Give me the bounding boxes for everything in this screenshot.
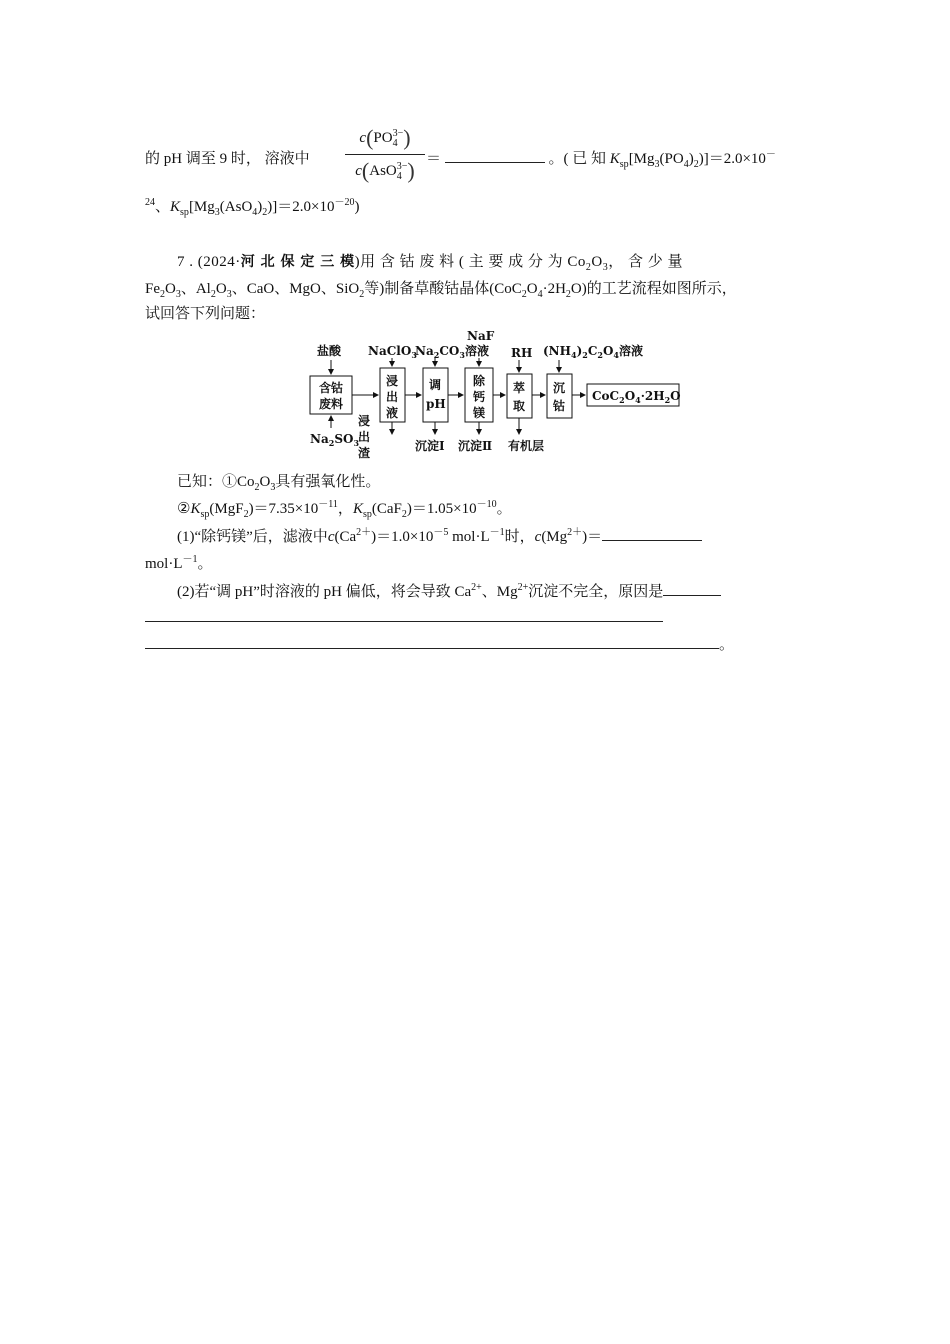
fraction-denominator: c(AsO$_4^{3-}$) [355, 158, 415, 183]
k2-mgf-sub: 2 [243, 509, 249, 520]
q6-line1 [145, 147, 310, 168]
answer-blank-ratio[interactable] [445, 148, 545, 163]
reagent-na2co3: $Na_2CO_3$ [415, 344, 465, 360]
part-1-line1 [177, 525, 702, 546]
q6-line1-rest: ＝ 。( 已 知 $K_{sp}[Mg_3(PO_4)_2)]=2.0\times 10^-$ [426, 149, 776, 170]
p1-mg: (Mg [541, 529, 568, 545]
ksp-mg3po4-a: [Mg [628, 151, 655, 167]
ksp-mg3aso4-b: (AsO [219, 199, 253, 215]
paren-sub-2: 2 [693, 159, 699, 170]
mg-sub-3b: 3 [214, 207, 220, 218]
box-leach-c3: 液 [386, 406, 399, 420]
q7-line1 [177, 250, 683, 271]
p1-unit: mol·L [448, 529, 490, 545]
residue-c2: 出 [358, 430, 371, 444]
fe2o3-o: O [165, 281, 176, 297]
k2-sp: sp [200, 509, 210, 520]
known-label: 已知：① [177, 474, 238, 490]
p1-c2: c [534, 529, 542, 545]
reagent-na2so3: $Na_2SO_3$ [310, 432, 360, 448]
known-2 [177, 497, 512, 518]
fraction-bar [345, 154, 425, 155]
ksp-k: K [609, 151, 620, 167]
paren-sub-2b: 2 [262, 207, 268, 218]
mg-sub-3: 3 [654, 159, 660, 170]
c-sub-2: 2 [521, 289, 527, 300]
reagent-naclo3: NaClO$_3$ [368, 344, 417, 360]
p1-unit-line2: mol·L [145, 556, 183, 572]
q7-source-bold: 河 北 保 定 三 模 [240, 254, 355, 270]
aso-sub-4: 4 [252, 207, 258, 218]
q6-line1-prefix: 的 pH 调至 9 时， 溶液中 [145, 151, 310, 167]
reagent-hcl: 盐酸 [317, 344, 342, 358]
al2o3-sub-3: 3 [226, 289, 232, 300]
k2-k2: K [352, 501, 363, 517]
numerator-c: c [359, 130, 367, 146]
box-adjust-c1: 调 [429, 378, 442, 392]
al-prefix: 、Al [180, 281, 211, 297]
p1-exp: －5 [433, 527, 449, 538]
process-flowchart [305, 326, 685, 461]
residue-c1: 浸 [358, 414, 371, 428]
q7-line2 [145, 277, 737, 298]
p1-line2-end: 。 [197, 556, 213, 572]
known-1 [177, 470, 380, 491]
k2-caf-sub: 2 [401, 509, 407, 520]
part-2-line3 [145, 633, 734, 654]
part-2-line1 [177, 580, 721, 601]
p2-mg-charge: 2+ [517, 582, 529, 593]
water-a: ·2H [542, 281, 566, 297]
known-intro: 。( 已 知 [548, 151, 607, 167]
co-sub-2: 2 [585, 262, 592, 273]
o-sub-3: 3 [602, 262, 609, 273]
q7-number: 7 . [177, 254, 194, 270]
k1-co-sub: 2 [254, 482, 260, 493]
k2-sp2: sp [362, 509, 372, 520]
p1-ca: (Ca [334, 529, 357, 545]
precipitate-1: 沉淀Ⅰ [415, 439, 445, 453]
precipitate-2: 沉淀Ⅱ [458, 439, 493, 453]
fe2o3-sub-3: 3 [175, 289, 181, 300]
box-leach-c1: 浸 [386, 374, 399, 388]
k2-comma: ， [337, 501, 353, 517]
box-adjust-ph [423, 368, 448, 422]
po-sub-4: 4 [683, 159, 689, 170]
p2-ca-charge: 2+ [471, 582, 482, 593]
k2-mgf: (MgF [209, 501, 244, 517]
p1-ca-val: )＝1.0×10 [371, 529, 434, 545]
box-product-label: $CoC_2O_4\cdot 2H_2O$ [592, 389, 681, 405]
denominator-ion: AsO [369, 163, 397, 179]
product-a: 等)制备草酸钴晶体(CoC [364, 281, 522, 297]
exp-20: －20 [334, 197, 355, 208]
box-remove-c3: 镁 [473, 406, 486, 420]
part-1-line2 [145, 552, 213, 573]
answer-blank-reason-2[interactable] [145, 607, 663, 622]
ksp-sub: sp [619, 159, 629, 170]
ksp-mg3po4-value: )]＝2.0×10 [698, 151, 766, 167]
reagent-ammonium-oxalate: $(NH_4)_2C_2O_4$溶液 [543, 344, 644, 360]
fe-sub-2: 2 [160, 289, 165, 300]
p2-final: 。 [719, 637, 735, 653]
denominator-ion-charge: 3− [396, 161, 408, 172]
q7-line3 [145, 302, 265, 323]
oxalate-o: O [526, 281, 538, 297]
denominator-ion-sub: 4 [396, 171, 402, 182]
box-adjust-c2: pH [426, 397, 446, 411]
co2o3-co: Co [237, 474, 255, 490]
ksp-sub-2: sp [180, 207, 189, 218]
box-cobalt-waste-line2: 废料 [319, 397, 344, 411]
ksp-mg3aso4-a: [Mg [188, 199, 215, 215]
p1-ca-charge: 2＋ [356, 527, 372, 538]
ksp-mg3aso4-value: )]＝2.0×10 [267, 199, 335, 215]
p2-mg: 、Mg [481, 584, 518, 600]
p1-mg-charge: 2＋ [567, 527, 583, 538]
box-remove-c1: 除 [473, 374, 486, 388]
k2-mgf-val: )＝7.35×10 [248, 501, 319, 517]
h-sub-2: 2 [565, 289, 571, 300]
box-precip-c1: 沉 [553, 381, 566, 395]
q7-line1-text: )用 含 钴 废 料 ( 主 要 成 分 为 Co [354, 254, 586, 270]
k1-o: O [259, 474, 271, 490]
ksp-mg3po4-b: (PO [659, 151, 684, 167]
box-leach-c2: 出 [386, 390, 399, 404]
numerator-ion-sub: 4 [392, 138, 398, 149]
residue-c3: 渣 [358, 446, 371, 460]
al-sub-2: 2 [210, 289, 216, 300]
answer-blank-reason-1[interactable] [663, 581, 721, 596]
box-extract-c1: 萃 [513, 381, 526, 395]
product-end: O)的工艺流程如图所示， [570, 281, 737, 297]
sio-sub-2: 2 [359, 289, 365, 300]
equals-sign: ＝ [426, 151, 442, 167]
p1-eq: )＝ [582, 529, 603, 545]
known-1-rest: 具有强氧化性。 [275, 474, 381, 490]
k2-exp2: －10 [476, 499, 497, 510]
cao-mgo-sio: 、CaO、MgO、SiO [231, 281, 360, 297]
part-2-line2 [145, 607, 663, 627]
k2-exp1: －11 [318, 499, 338, 510]
p2-text: (2)若“调 pH”时溶液的 pH 偏低，将会导致 Ca [177, 584, 472, 600]
ksp-k-2: K [170, 199, 181, 215]
comma: 、 [155, 199, 171, 215]
p1-when: 时， [504, 529, 535, 545]
p2-end: 沉淀不完全，原因是 [528, 584, 664, 600]
k2-caf-val: )＝1.05×10 [406, 501, 477, 517]
fe: Fe [145, 281, 160, 297]
organic-layer: 有机层 [508, 439, 545, 453]
denominator-c: c [355, 163, 362, 179]
concentration-ratio-fraction [345, 124, 425, 185]
close-paren: ) [354, 199, 360, 215]
q6-line2: $^{24}$、$K_{sp}[Mg_3(AsO_4)_2)]=2.0\times 10^{-20}$) [145, 197, 360, 218]
co2o3-o: O [591, 254, 603, 270]
known-2-prefix: ② [177, 501, 191, 517]
exp-24: 24 [145, 197, 155, 208]
numerator-ion-charge: 3− [392, 128, 404, 139]
box-remove-c2: 钙 [473, 390, 486, 404]
k2-caf: (CaF [371, 501, 402, 517]
p1-c1: c [327, 529, 335, 545]
fraction-numerator: $c(PO_4^{3-})$ [359, 125, 411, 150]
box-cobalt-waste-line1: 含钴 [319, 381, 344, 395]
answer-blank-mg[interactable] [602, 526, 702, 541]
reagent-rh: RH [511, 346, 533, 360]
box-precip-c2: 钴 [553, 399, 566, 413]
q7-line1-tail: ， 含 少 量 [608, 254, 683, 270]
k1-o-sub: 3 [270, 482, 276, 493]
answer-blank-reason-3[interactable] [145, 634, 719, 649]
reagent-naf: NaF [467, 329, 495, 343]
k2-k: K [190, 501, 201, 517]
q7-source: (2024· [197, 254, 241, 270]
reagent-naf-solution: 溶液 [465, 344, 490, 358]
p1-text: (1)“除钙镁”后，滤液中 [177, 529, 328, 545]
p1-unit-exp: －1 [489, 527, 505, 538]
exp-neg: － [765, 149, 776, 160]
p1-unit-line2-exp: －1 [182, 554, 198, 565]
box-extract-c2: 取 [513, 399, 526, 413]
o-sub-4: 4 [537, 289, 543, 300]
numerator-ion: PO [373, 130, 393, 146]
q7-instruction: 试回答下列问题： [145, 306, 266, 322]
k2-end: 。 [496, 501, 512, 517]
al2o3-o: O [215, 281, 227, 297]
